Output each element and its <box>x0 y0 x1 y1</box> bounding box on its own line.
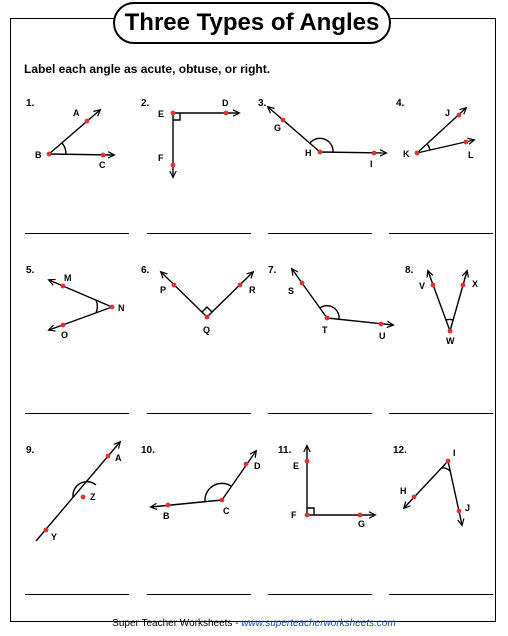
point <box>281 118 286 123</box>
point-label: E <box>158 109 165 119</box>
point <box>318 150 323 155</box>
point <box>431 283 436 288</box>
point <box>448 329 453 334</box>
instructions: Label each angle as acute, obtuse, or right. <box>24 62 271 76</box>
point <box>238 283 243 288</box>
point <box>224 111 229 116</box>
point-label: H <box>305 148 312 158</box>
point <box>61 284 66 289</box>
footer <box>0 618 508 629</box>
footer-url[interactable]: www.superteacherworksheets.com <box>241 618 396 629</box>
point-label: J <box>445 108 451 118</box>
point-label: G <box>274 123 282 133</box>
point-label: Z <box>90 492 96 502</box>
point-label: A <box>115 453 122 463</box>
point <box>244 462 249 467</box>
point <box>457 509 462 514</box>
point-label: B <box>163 511 170 521</box>
point-label: D <box>254 461 261 471</box>
problem-number: 5. <box>26 265 35 276</box>
problem-number: 6. <box>141 265 150 276</box>
problem-number: 2. <box>141 98 150 109</box>
point-label: F <box>158 153 164 163</box>
point-label: V <box>419 281 426 291</box>
point <box>61 323 66 328</box>
angle-diagram-11 <box>307 446 375 515</box>
problem-number: 8. <box>405 265 414 276</box>
point <box>379 322 384 327</box>
point <box>415 151 420 156</box>
point <box>101 153 106 158</box>
angle-diagram-7 <box>292 269 393 325</box>
point <box>305 513 310 518</box>
problem-number: 3. <box>258 98 267 109</box>
angle-diagram-12 <box>404 461 462 525</box>
point <box>412 495 417 500</box>
point-label: C <box>223 506 230 516</box>
problem-number: 10. <box>141 445 155 456</box>
point <box>85 119 90 124</box>
problem-number: 12. <box>393 445 407 456</box>
angle-diagram-10 <box>151 451 256 507</box>
problem-number: 9. <box>26 445 35 456</box>
point <box>171 111 176 116</box>
point <box>110 305 115 310</box>
angle-diagram-1 <box>49 110 114 155</box>
point-label: Y <box>51 532 58 542</box>
point-label: I <box>370 159 373 169</box>
problem-number: 1. <box>26 98 35 109</box>
point-label: E <box>293 461 300 471</box>
point <box>446 459 451 464</box>
angle-diagram-5 <box>49 280 112 330</box>
point <box>325 316 330 321</box>
point-label: O <box>61 330 69 340</box>
angle-diagram-6 <box>161 272 253 317</box>
point <box>457 113 462 118</box>
problem-number: 7. <box>268 265 277 276</box>
point <box>205 315 210 320</box>
point <box>171 163 176 168</box>
point <box>81 495 86 500</box>
point <box>358 513 363 518</box>
point <box>300 281 305 286</box>
point-label: G <box>358 519 366 529</box>
problem-number: 11. <box>278 445 292 456</box>
point-label: T <box>322 325 328 335</box>
point-label: A <box>73 108 80 118</box>
point-label: Q <box>203 325 211 335</box>
point-label: B <box>35 150 42 160</box>
point-label: M <box>64 273 72 283</box>
angle-diagram-8 <box>428 271 467 331</box>
point-label: W <box>446 336 455 346</box>
point-label: C <box>99 160 106 170</box>
point-label: D <box>222 98 229 108</box>
point-label: U <box>379 331 386 341</box>
worksheet-title: Three Types of Angles <box>113 2 391 44</box>
point <box>166 503 171 508</box>
angle-diagram-2 <box>173 113 239 177</box>
point-label: S <box>288 286 295 296</box>
point-label: F <box>291 510 297 520</box>
point <box>106 454 111 459</box>
point-label: J <box>465 503 471 513</box>
angle-diagram-3 <box>268 107 386 153</box>
point <box>47 152 52 157</box>
point-label: L <box>468 150 474 160</box>
footer-brand: Super Teacher Worksheets - <box>112 618 242 629</box>
point-label: X <box>472 279 479 289</box>
point-label: H <box>400 486 407 496</box>
point <box>220 498 225 503</box>
point <box>461 283 466 288</box>
point <box>44 528 49 533</box>
point-label: N <box>118 303 125 313</box>
point-label: K <box>403 149 410 159</box>
problem-number: 4. <box>396 98 405 109</box>
point-label: R <box>249 285 256 295</box>
point <box>464 140 469 145</box>
point <box>172 283 177 288</box>
point-label: P <box>160 285 167 295</box>
point <box>372 151 377 156</box>
point <box>305 459 310 464</box>
point-label: I <box>453 448 456 458</box>
